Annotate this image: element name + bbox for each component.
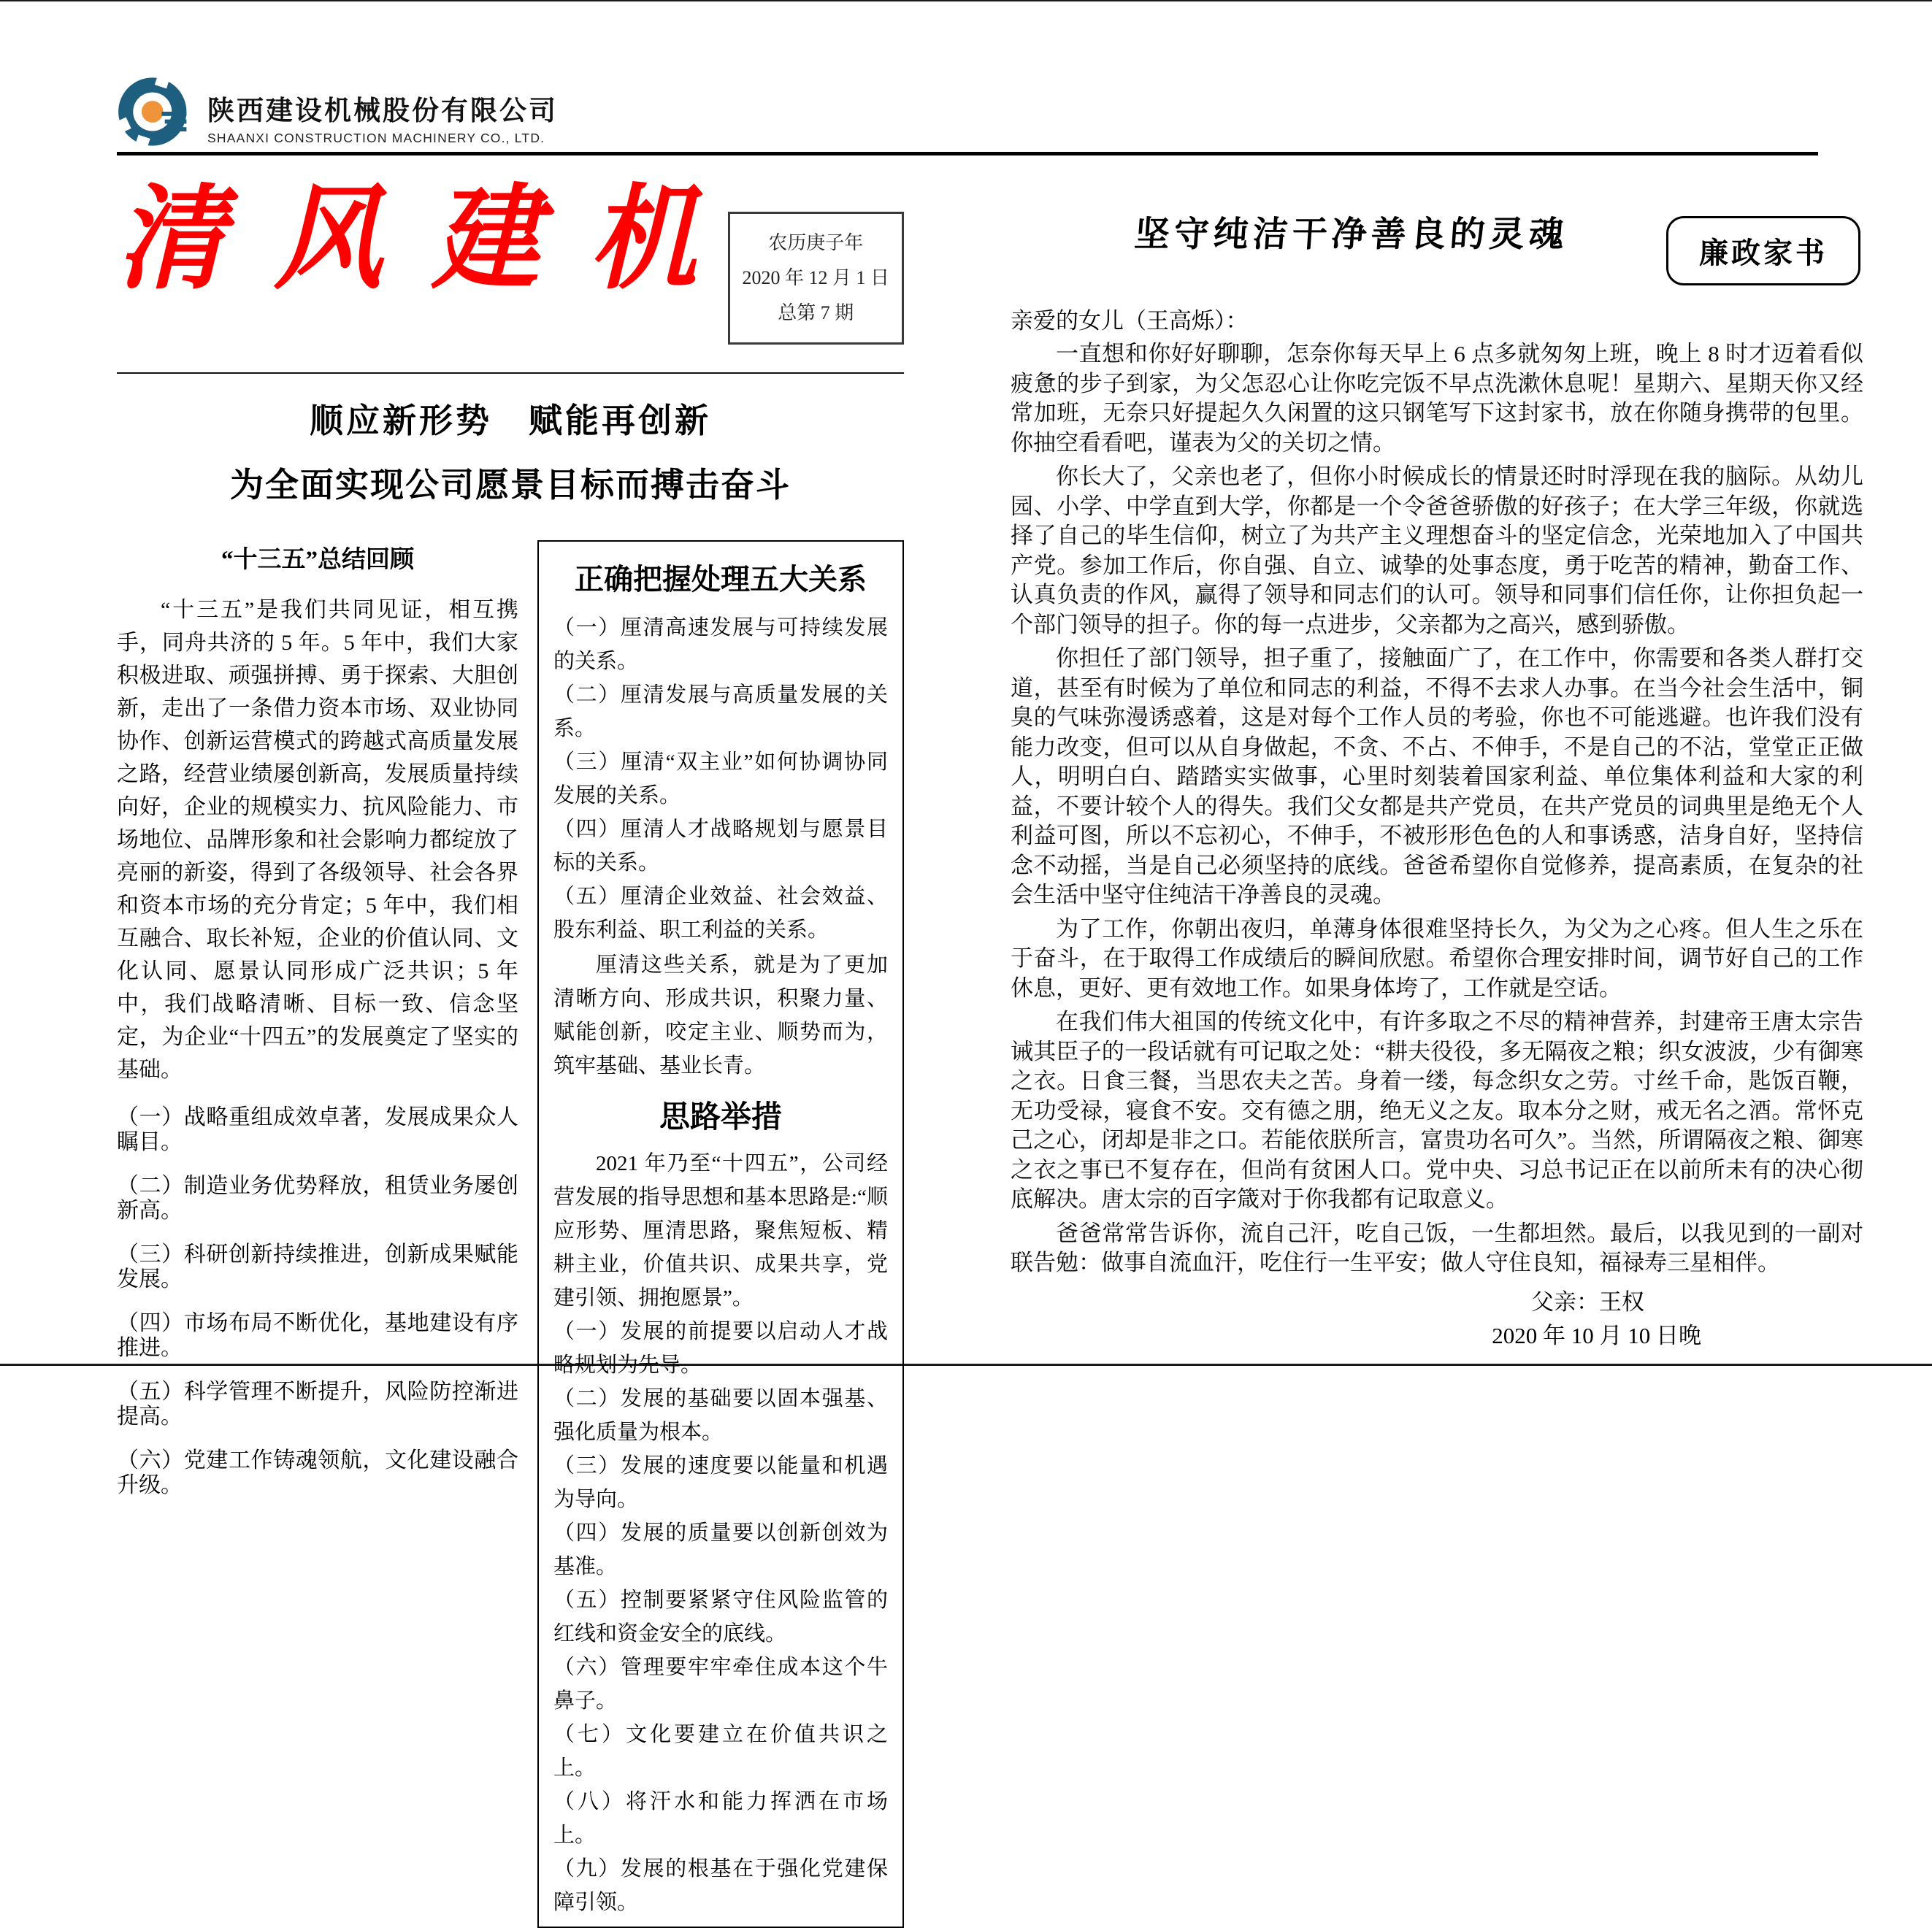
list-item: （一）厘清高速发展与可持续发展的关系。 [553, 616, 888, 674]
list-item: （二）发展的基础要以固本强基、强化质量为根本。 [553, 1387, 888, 1445]
company-name-en: SHAANXI CONSTRUCTION MACHINERY CO., LTD. [207, 130, 545, 145]
letter-header [1011, 197, 1863, 292]
letter-category-badge: 廉政家书 [1666, 216, 1860, 285]
list-item: （二）制造业务优势释放，租赁业务屡创新高。 [117, 1174, 518, 1224]
company-names [207, 78, 558, 146]
article-135-title: “十三五”总结回顾 [221, 547, 414, 574]
page-header [117, 73, 558, 150]
list-item: （四）发展的质量要以创新创效为基准。 [553, 1521, 888, 1579]
list-item: （五）科学管理不断提升，风险防控渐进提高。 [117, 1380, 518, 1429]
letter-title: 坚守纯洁干净善良的灵魂 [1132, 214, 1570, 255]
issue-lunar-year: 农历庚子年 [768, 232, 864, 253]
five-relations-list [553, 611, 888, 947]
list-item: （六）党建工作铸魂领航，文化建设融合升级。 [117, 1448, 518, 1498]
headline-line2: 为全面实现公司愿景目标而搏击奋斗 [230, 466, 791, 504]
letter-signature [1011, 1286, 1863, 1353]
letter-paragraph: 你长大了，父亲也老了，但你小时候成长的情景还时时浮现在我的脑际。从幼儿园、小学、中学直到大学，你都是一个令爸爸骄傲的好孩子；在大学三年级，你就选择了自己的毕生信仰，树立了为共产主义理想奋斗的坚定信念，光荣地加入了中国共产党。参加工作后，你自强、自立、诚挚的处事态度，勇于吃苦的精神，勤奋工作、认真负责的作风，赢得了领导和同志们的认可。领导和同事们信任你，让你担负起一个部门领导的担子。你的每一点进步，父亲都为之高兴，感到骄傲。 [1011, 464, 1863, 637]
company-logo-icon [117, 73, 194, 150]
masthead-underline [117, 372, 904, 374]
list-item: （一）战略重组成效卓著，发展成果众人瞩目。 [117, 1105, 518, 1155]
list-item: （四）市场布局不断优化，基地建设有序推进。 [117, 1311, 518, 1361]
list-item: （三）厘清“双主业”如何协调协同发展的关系。 [553, 750, 888, 808]
left-section [117, 171, 904, 1928]
letter-salutation: 亲爱的女儿（王高烁）： [1011, 308, 1249, 334]
article-135-review [117, 540, 518, 1928]
letter-paragraph: 在我们伟大祖国的传统文化中，有许多取之不尽的精神营养，封建帝王唐太宗告诫其臣子的一段话就有可记取之处：“耕夫役役，多无隔夜之粮；织女波波，少有御寒之衣。日食三餐，当思农夫之苦。身着一缕，每念织女之劳。寸丝千命，匙饭百鞭，无功受禄，寝食不安。交有德之朋，绝无义之友。取本分之财，戒无名之酒。常怀克己之心，闭却是非之口。若能依朕所言，富贵功名可久”。当然，所谓隔夜之粮、御寒之衣之事已不复存在，但尚有贫困人口。党中央、习总书记正在以前所未有的决心彻底解决。唐太宗的百字箴对于你我都有记取意义。 [1011, 1009, 1863, 1212]
list-item: （三）发展的速度要以能量和机遇为导向。 [553, 1454, 888, 1512]
measures-list [553, 1315, 888, 1919]
left-columns [117, 540, 904, 1928]
letter-body [1011, 339, 1863, 1278]
five-relations-title: 正确把握处理五大关系 [575, 563, 867, 596]
list-item: （五）控制要紧紧守住风险监管的红线和资金安全的底线。 [553, 1589, 888, 1646]
list-item: （三）科研创新持续推进，创新成果赋能发展。 [117, 1243, 518, 1292]
company-name-cn: 陕西建设机械股份有限公司 [207, 94, 558, 126]
letter-paragraph: 一直想和你好好聊聊，怎奈你每天早上 6 点多就匆匆上班，晚上 8 时才迈着看似疲惫的步子到家，为父怎忍心让你吃完饭不早点洗漱休息呢！星期六、星期天你又经常加班，无奈只好提起久久闲置的这只钢笔写下这封家书，放在你随身携带的包里。你抽空看看吧，谨表为父的关切之情。 [1011, 341, 1863, 456]
issue-date: 2020 年 12 月 1 日 [742, 267, 890, 289]
list-item: （五）厘清企业效益、社会效益、股东利益、职工利益的关系。 [553, 885, 888, 942]
issue-info-box [728, 212, 904, 345]
article-135-list [117, 1105, 518, 1498]
list-item: （九）发展的根基在于强化党建保障引领。 [553, 1857, 888, 1915]
issue-number: 总第 7 期 [778, 302, 854, 324]
measures-paragraph: 2021 年乃至“十四五”，公司经营发展的指导思想和基本思路是:“顺应形势、厘清思路，聚焦短板、精耕主业，价值共识、成果共享，党建引领、拥抱愿景”。 [553, 1152, 888, 1310]
headline-line1: 顺应新形势 赋能再创新 [310, 402, 711, 440]
list-item: （一）发展的前提要以启动人才战略规划为先导。 [553, 1320, 888, 1378]
masthead [117, 171, 904, 345]
main-headline [117, 394, 904, 507]
signature-date: 2020 年 10 月 10 日晚 [1492, 1322, 1701, 1348]
header-divider-rule [117, 152, 1818, 155]
five-relations-paragraph: 厘清这些关系，就是为了更加清晰方向、形成共识，积聚力量、赋能创新，咬定主业、顺势而为，筑牢基础、基业长青。 [553, 953, 888, 1078]
list-item: （四）厘清人才战略规划与愿景目标的关系。 [553, 818, 888, 875]
list-item: （八）将汗水和能力挥洒在市场上。 [553, 1790, 888, 1848]
article-135-paragraph: “十三五”是我们共同见证，相互携手，同舟共济的 5 年。5 年中，我们大家积极进取、顽强拼搏、勇于探索、大胆创新，走出了一条借力资本市场、双业协同协作、创新运营模式的跨越式高质量发展之路，经营业绩屡创新高，发展质量持续向好，企业的规模实力、抗风险能力、市场地位、品牌形象和社会影响力都绽放了亮丽的新姿，得到了各级领导、社会各界和资本市场的充分肯定；5 年中，我们相互融合、取长补短，企业的价值认同、文化认同、愿景认同形成广泛共识；5 年中，我们战略清晰、目标一致、信念坚定，为企业“十四五”的发展奠定了坚实的基础。 [117, 598, 518, 1083]
letter-paragraph: 你担任了部门领导，担子重了，接触面广了，在工作中，你需要和各类人群打交道，甚至有时候为了单位和同志的利益，不得不去求人办事。在当今社会生活中，铜臭的气味弥漫诱惑着，这是对每个工作人员的考验，你也不可能逃避。也许我们没有能力改变，但可以从自身做起，不贪、不占、不伸手，不是自己的不沾，堂堂正正做人，明明白白、踏踏实实做事，心里时刻装着国家利益、单位集体利益和大家的利益，不要计较个人的得失。我们父女都是共产党员，在共产党员的词典里是绝无个人利益可图，所以不忘初心，不伸手，不被形形色色的人和事诱惑，洁身自好，坚持信念不动摇，当是自己必须坚持的底线。爸爸希望你自觉修养，提高素质，在复杂的社会生活中坚守住纯洁干净善良的灵魂。 [1011, 645, 1863, 907]
list-item: （七）文化要建立在价值共识之上。 [553, 1723, 888, 1781]
letter-paragraph: 爸爸常常告诉你，流自己汗，吃自己饭，一生都坦然。最后，以我见到的一副对联告勉：做事自流血汗，吃住行一生平安；做人守住良知，福禄寿三星相伴。 [1011, 1220, 1863, 1275]
masthead-title: 清 风 建 机 [117, 171, 703, 305]
list-item: （六）管理要牢牢牵住成本这个牛鼻子。 [553, 1656, 888, 1713]
letter-section [1011, 197, 1863, 1353]
signature-name: 父亲：王权 [1531, 1288, 1644, 1315]
measures-title: 思路举措 [659, 1101, 782, 1135]
letter-paragraph: 为了工作，你朝出夜归，单薄身体很难坚持长久，为父为之心疼。但人生之乐在于奋斗，在于取得工作成绩后的瞬间欣慰。希望你合理安排时间，调节好自己的工作休息，更好、更有效地工作。如果身体垮了，工作就是空话。 [1011, 915, 1863, 1001]
list-item: （二）厘清发展与高质量发展的关系。 [553, 683, 888, 741]
boxed-article-five-relations [537, 540, 904, 1928]
